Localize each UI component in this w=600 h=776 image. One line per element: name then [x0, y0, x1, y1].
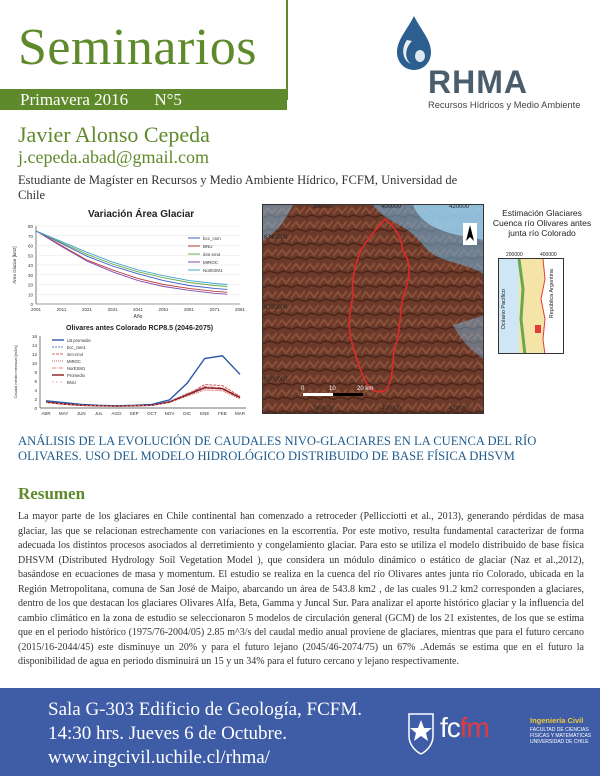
- inset-map: [498, 258, 564, 354]
- chart1-ytick-label: 80: [27, 224, 33, 229]
- speaker-affiliation: Estudiante de Magíster en Recursos y Medio Ambiente Hídrico, FCFM, Universidad de Chile: [18, 173, 458, 202]
- speaker-name: Javier Alonso Cepeda: [18, 122, 210, 147]
- page-title: Seminarios: [18, 19, 257, 76]
- map-tick-bottom-3: 420000: [449, 406, 470, 412]
- chart2-legend-label: MIROC: [67, 359, 81, 364]
- scale-label-20: 20 km: [357, 386, 374, 392]
- talk-title: ANÁLISIS DE LA EVOLUCIÓN DE CAUDALES NIVO-GLACIARES EN LA CUENCA DEL RÍO OLIVARES. USO DEL MODELO HIDROLÓGICO DISTRIBUIDO DE BASE FÍSICA DHSVM: [18, 434, 537, 463]
- chart1-legend-label: MIROC: [203, 260, 218, 265]
- chart1-ylabel: Área Glaciar [km2]: [12, 246, 17, 284]
- chart1-legend-label: BNU: [203, 244, 213, 249]
- chart1-ytick-label: 40: [27, 263, 33, 268]
- chart1-legend-label: bcc_csm: [203, 236, 221, 241]
- map-tick-top-3: 420000: [449, 204, 470, 210]
- chart1-xtick-label: 2051: [158, 307, 169, 312]
- chart1-ytick-label: 50: [27, 253, 33, 259]
- chart1-legend-label: NorESM1: [203, 268, 223, 273]
- map-tick-bottom-1: 380000: [313, 406, 334, 412]
- chart2-ytick-label: 2: [34, 397, 37, 402]
- chart2-legend-label: NorESM1: [67, 366, 86, 371]
- department-name: Ingeniería Civil: [530, 716, 584, 725]
- monthly-flow-chart: [8, 332, 260, 424]
- chart1-xtick-label: 2031: [107, 307, 118, 312]
- chart2-xtick-label: FEB: [217, 411, 227, 416]
- chart2-legend-label: Promedio: [67, 373, 85, 378]
- basin-map: [262, 204, 484, 414]
- chart2-xtick-label: JUN: [76, 411, 86, 416]
- footer-url[interactable]: www.ingcivil.uchile.cl/rhma/: [48, 747, 270, 768]
- university-crest-icon: [407, 710, 435, 756]
- chart1-series-line: [36, 231, 227, 290]
- chart2-ytick-label: 14: [31, 343, 37, 348]
- chart2-ytick-label: 16: [31, 334, 37, 339]
- inset-ocean-label: Océano Pacífico: [501, 289, 507, 330]
- map-tick-left-3: 6300000: [264, 377, 288, 383]
- map-tick-left-1: 6340000: [264, 235, 288, 241]
- scale-label-0: 0: [301, 386, 305, 392]
- chart2-title: Olivares antes Colorado RCP8.5 (2046-2075): [66, 325, 214, 332]
- glacier-area-chart: [8, 220, 260, 320]
- header-divider: [286, 0, 288, 100]
- chart2-xtick-label: NOV: [164, 411, 175, 416]
- chart2-ylabel: Caudal medio mensual [m3/s]: [13, 345, 18, 399]
- chart2-legend-label: BNU: [67, 380, 76, 385]
- season-bar: [0, 89, 287, 110]
- chart2-xtick-label: MAY: [58, 411, 69, 416]
- chart2-ytick-label: 6: [34, 379, 37, 384]
- footer-location: Sala G-303 Edificio de Geología, FCFM.: [48, 699, 362, 720]
- chart1-ytick-label: 10: [27, 292, 33, 298]
- chart2-xtick-label: SEP: [129, 411, 139, 416]
- map-tick-left-2: 6320000: [264, 305, 288, 311]
- chart1-xlabel: Año: [133, 314, 143, 320]
- chart2-ytick-label: 12: [31, 352, 37, 357]
- chart1-xtick-label: 2071: [209, 307, 220, 312]
- map-tick-top-2: 400000: [381, 204, 402, 210]
- speaker-email[interactable]: j.cepeda.abad@gmail.com: [18, 147, 209, 167]
- chart1-xtick-label: 2021: [81, 307, 93, 312]
- chart1-ytick-label: 20: [27, 282, 33, 288]
- chart2-ytick-label: 10: [31, 361, 37, 366]
- chart1-legend-label: inm-cm4: [203, 252, 221, 257]
- chart2-xtick-label: JUL: [94, 411, 103, 416]
- chart1-ytick-label: 70: [27, 233, 33, 239]
- chart1-ytick-label: 30: [27, 272, 33, 278]
- chart2-xtick-label: ABR: [41, 411, 51, 416]
- chart1-title: Variación Área Glaciar: [88, 209, 195, 220]
- seminar-number: N°5: [154, 90, 182, 109]
- chart2-legend-label: bcc_csm1: [67, 345, 86, 350]
- map-tick-bottom-2: 400000: [381, 406, 402, 412]
- chart1-xtick-label: 2011: [56, 307, 67, 312]
- chart1-xtick-label: 2061: [183, 307, 195, 312]
- logo-name: RHMA: [428, 64, 528, 100]
- chart2-xtick-label: ENE: [200, 411, 210, 416]
- scale-label-10: 10: [329, 386, 336, 392]
- north-arrow-icon: [463, 223, 477, 245]
- chart1-xtick-label: 2081: [234, 307, 246, 312]
- fcfm-logo-a: fc: [440, 712, 460, 743]
- chart2-legend-label: LB promedio: [67, 338, 91, 343]
- chart1-ytick-label: 60: [27, 243, 33, 249]
- chart1-series-line: [36, 231, 227, 294]
- inset-tick-1: 200000: [506, 252, 523, 258]
- chart1-xtick-label: 2041: [132, 307, 144, 312]
- inset-tick-2: 400000: [540, 252, 557, 258]
- terrain-image: [263, 205, 484, 414]
- fcfm-logo: [440, 712, 489, 744]
- faculty-name: FACULTAD DE CIENCIAS FÍSICAS Y MATEMÁTICAS UNIVERSIDAD DE CHILE: [530, 727, 592, 745]
- chart2-xtick-label: OCT: [147, 411, 157, 416]
- chart2-ytick-label: 8: [34, 370, 37, 375]
- fcfm-logo-b: fm: [459, 712, 489, 743]
- abstract-heading: Resumen: [18, 484, 86, 503]
- chart2-ytick-label: 0: [34, 406, 37, 411]
- map-tick-top-1: 380000: [313, 204, 334, 210]
- inset-title: Estimación Glaciares Cuenca río Olivares antes junta río Colorado: [492, 208, 592, 238]
- chart2-xtick-label: MAR: [235, 411, 245, 416]
- chart2-xtick-label: AGO: [111, 411, 122, 416]
- season-label: Primavera 2016: [20, 90, 129, 109]
- chart2-series-line: [46, 387, 240, 406]
- chart1-xtick-label: 2001: [30, 307, 42, 312]
- chart2-legend-label: inm-cm4: [67, 352, 84, 357]
- inset-country-label: República Argentina: [549, 269, 555, 319]
- chart2-ytick-label: 4: [34, 388, 37, 393]
- chart1-ytick-label: 0: [30, 302, 33, 307]
- footer-datetime: 14:30 hrs. Jueves 6 de Octubre.: [48, 723, 288, 744]
- abstract-text: La mayor parte de los glaciares en Chile continental han comenzado a retroceder (Pellicciotti et al., 2013), generando pérdidas de masa glaciar, las que se relacionan estrechamente con variaciones en la escorrentía. Por este motivo, resulta fundamental caracterizar de forma adecuada los distintos procesos asociados al derretimiento y congelamiento glaciar. Para esto se utiliza el modelo distribuido de base física DHSVM (Distributed Hydrology Soil Vegetation Model ), que considera un módulo dinámico o estático de glaciar (Naz et al.,2012), basándose en ecuaciones de masa y momentum. El estudio se realiza en la cuenca del río Olivares antes junta río Colorado, ubicada en la Región Metropolitana, comuna de San José de Maipo, abarcando un área de 543.8 km2 , de las cuales 91.2 km2 corresponden a glaciares, dentro de los que destacan los glaciares Olivares Alfa, Beta, Gamma y Juncal Sur. Para analizar el aporte histórico glaciar y la influencia del cambio climático en la zona de estudio se seleccionaron 5 modelos de circulación general (GCM) de los 21 existentes, de los que se estima que en el periodo histórico (1975/76-2004/05) 2.85 m^3/s del caudal medio anual proviene de glaciares, mientras que para el futuro cercano (2015/16-2044/45) este disminuye un 20% y para el futuro lejano (2045/46-2074/75) un 67% .Además se estima que en el futuro la disponibilidad de agua en periodo disminuirá un 15 y un 34% para el futuro cercano y lejano respectivamente.: [18, 511, 584, 667]
- chart2-xtick-label: DIC: [183, 411, 191, 416]
- logo-subtitle: Recursos Hídricos y Medio Ambiente: [428, 100, 581, 110]
